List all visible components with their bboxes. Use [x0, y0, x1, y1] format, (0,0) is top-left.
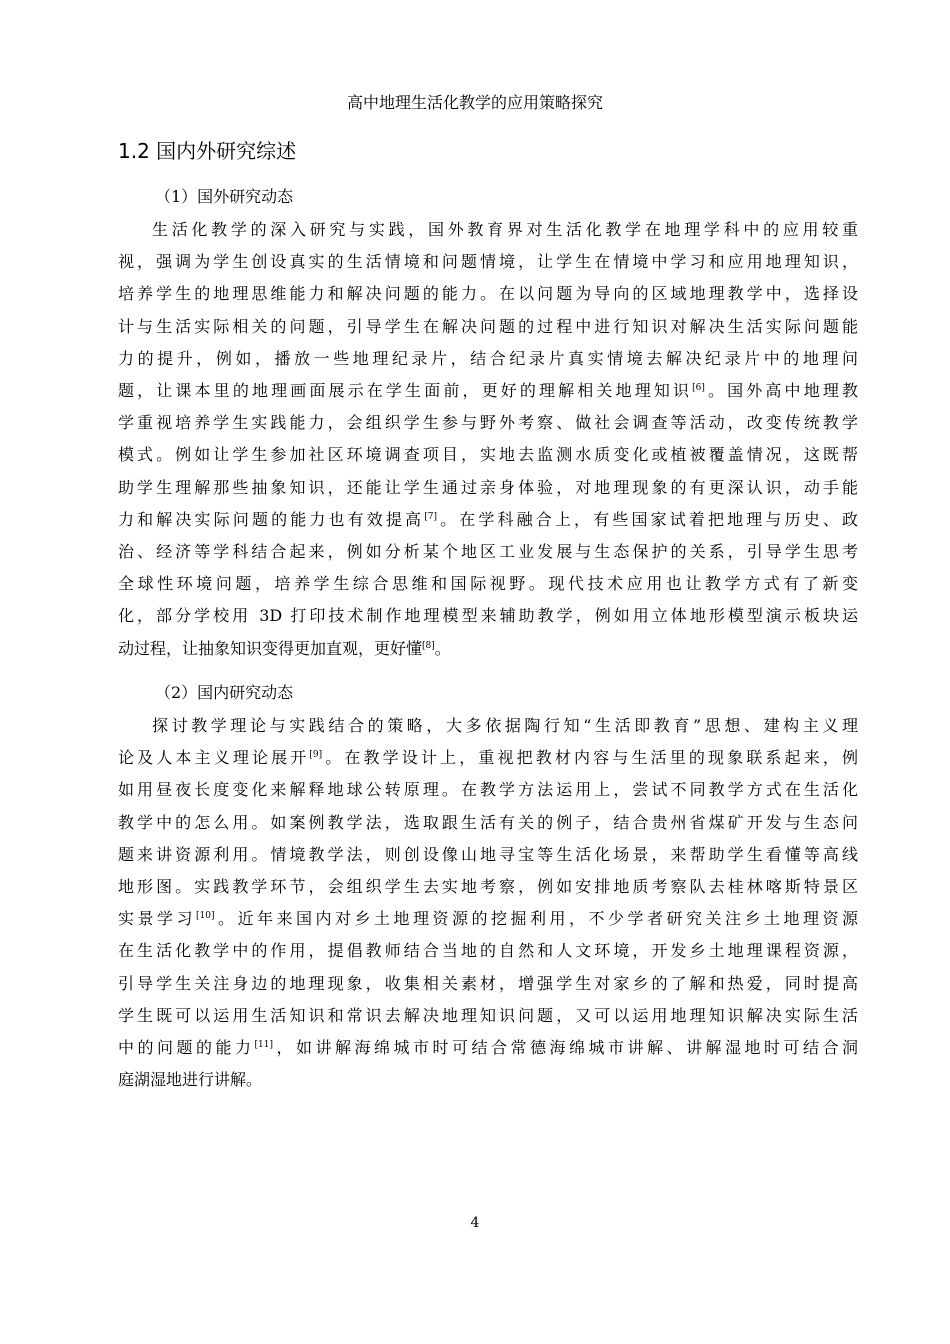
text-segment: 模式。例如让学生参加社区环境调查项目，实地去监测水质变化或植被覆盖情况，这既帮	[118, 445, 858, 465]
paragraph-line	[118, 574, 858, 594]
text-segment: 学重视培养学生实践能力，会组织学生参与野外考察、做社会调查等活动，改变传统教学	[118, 413, 858, 433]
paragraph-line	[118, 606, 858, 626]
page-number: 4	[470, 1215, 480, 1231]
text-segment: 。国外高中地理教	[704, 381, 858, 400]
text-segment: 。在学科融合上，有些国家试着把地理与历史、政	[436, 509, 858, 529]
text-segment: 。	[434, 638, 451, 658]
section-heading: 1.2 国内外研究综述	[118, 139, 297, 163]
paragraph-line	[118, 780, 858, 800]
citation-marker: [10]	[196, 911, 215, 922]
text-segment: 全球性环境问题，培养学生综合思维和国际视野。现代技术应用也让教学方式有了新变	[118, 574, 858, 594]
text-segment: 力和解决实际问题的能力也有效提高	[118, 509, 425, 529]
paragraph-line	[118, 478, 858, 498]
text-segment: 治、经济等学科结合起来，例如分析某个地区工业发展与生态保护的关系，引导学生思考	[118, 542, 858, 561]
text-segment: 学生既可以运用生活知识和常识去解决地理知识问题，又可以运用地理知识解决实际生活	[118, 1005, 858, 1025]
citation-marker: [6]	[692, 383, 705, 393]
paragraph-line	[118, 845, 858, 865]
text-segment: 培养学生的地理思维能力和解决问题的能力。在以问题为导向的区域地理教学中，选择设	[118, 284, 858, 304]
text-segment: 题来讲资源利用。情境教学法，则创设像山地寻宝等生活化场景，来帮助学生看懂等高线	[118, 844, 858, 864]
text-segment: 实景学习	[118, 909, 196, 929]
citation-marker: [8]	[422, 640, 435, 651]
paragraph-line	[118, 542, 858, 562]
text-segment: 中的问题的能力	[118, 1038, 255, 1057]
text-segment: ，如讲解海绵城市时可结合常德海绵城市讲解、讲解湿地时可结合洞	[272, 1038, 858, 1057]
paragraph-line	[118, 252, 858, 272]
paragraph-line	[118, 510, 858, 530]
paragraph-line	[118, 1070, 858, 1090]
text-segment: 。近年来国内对乡土地理资源的挖掘利用，不少学者研究关注乡土地理资源	[214, 909, 858, 929]
text-segment: 地形图。实践教学环节，会组织学生去实地考察，例如安排地质考察队去桂林喀斯特景区	[118, 877, 858, 896]
text-segment: 探讨教学理论与实践结合的策略，大多依据陶行知“生活即教育”思想、建构主义理	[152, 716, 858, 735]
paragraph-line	[118, 941, 858, 961]
text-segment: 庭湖湿地进行讲解。	[118, 1070, 263, 1090]
text-segment: 教学中的怎么用。如案例教学法，选取跟生活有关的例子，结合贵州省煤矿开发与生态问	[118, 812, 858, 832]
text-segment: 计与生活实际相关的问题，引导学生在解决问题的过程中进行知识对解决生活实际问题能	[118, 316, 858, 336]
paragraph-line	[118, 349, 858, 369]
paragraph-line	[118, 445, 858, 465]
paragraph-line	[118, 1006, 858, 1026]
subheading-domestic: （2）国内研究动态	[155, 683, 294, 702]
paragraph-line	[118, 909, 858, 929]
text-segment: 视，强调为学生创设真实的生活情境和问题情境，让学生在情境中学习和应用地理知识，	[118, 252, 858, 272]
text-segment: 助学生理解那些抽象知识，还能让学生通过亲身体验，对地理现象的有更深认识，动手能	[118, 477, 858, 497]
text-segment: 生活化教学的深入研究与实践，国外教育界对生活化教学在地理学科中的应用较重	[152, 220, 858, 239]
paragraph-line	[118, 1038, 858, 1058]
text-segment: 力的提升，例如，播放一些地理纪录片，结合纪录片真实情境去解决纪录片中的地理问	[118, 348, 858, 368]
citation-marker: [9]	[309, 750, 323, 761]
text-segment: 化，部分学校用 3D 打印技术制作地理模型来辅助教学，例如用立体地形模型演示板块运	[118, 606, 858, 626]
paragraph-line	[118, 413, 858, 433]
paragraph-line	[118, 317, 858, 337]
text-segment: 如用昼夜长度变化来解释地球公转原理。在教学方法运用上，尝试不同教学方式在生活化	[118, 780, 858, 800]
text-segment: 题，让课本里的地理画面展示在学生面前，更好的理解相关地理知识	[118, 381, 693, 400]
text-segment: 。在教学设计上，重视把教材内容与生活里的现象联系起来，例	[322, 748, 858, 768]
citation-marker: [11]	[254, 1040, 273, 1050]
text-segment: 引导学生关注身边的地理现象，收集相关素材，增强学生对家乡的了解和热爱，同时提高	[118, 973, 858, 993]
paragraph-line	[118, 877, 858, 897]
text-segment: 在生活化教学中的作用，提倡教师结合当地的自然和人文环境，开发乡土地理课程资源，	[118, 941, 858, 961]
citation-marker: [7]	[424, 511, 437, 522]
paragraph-line	[118, 639, 858, 659]
text-segment: 动过程，让抽象知识变得更加直观，更好懂	[118, 638, 423, 658]
paragraph-line	[118, 381, 858, 401]
paragraph-line	[152, 716, 858, 736]
paragraph-line	[152, 220, 858, 240]
text-segment: 论及人本主义理论展开	[118, 748, 310, 768]
paragraph-line	[118, 748, 858, 768]
paragraph-line	[118, 284, 858, 304]
page-header-title: 高中地理生活化教学的应用策略探究	[346, 93, 603, 112]
paragraph-line	[118, 974, 858, 994]
paragraph-line	[118, 813, 858, 833]
subheading-foreign: （1）国外研究动态	[155, 187, 294, 206]
